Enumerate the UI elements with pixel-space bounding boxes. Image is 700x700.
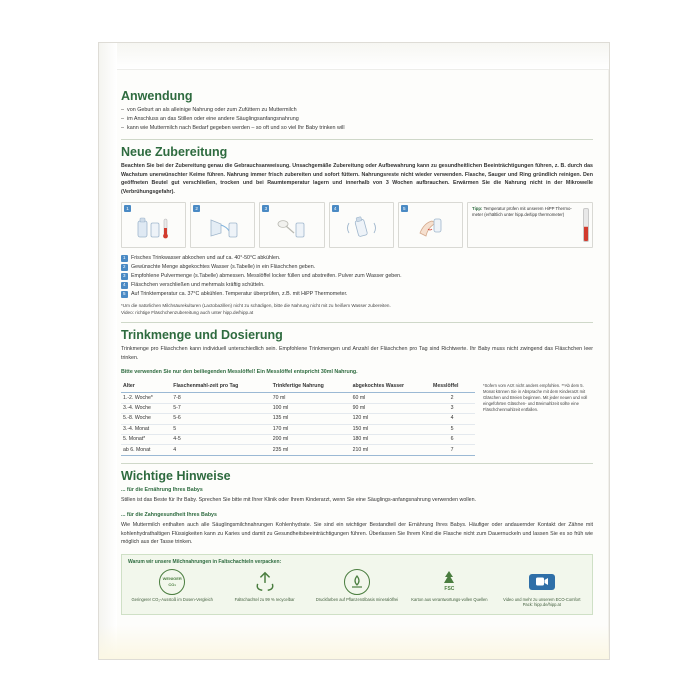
cell-wasser: 90 ml (351, 403, 431, 413)
cell-alter: ab 6. Monat (121, 445, 171, 455)
anwendung-bullets (121, 106, 593, 132)
tip-text: Temperatur prüfen mit unserem HiPP Thermo-meter (erhältlich unter hipp.de/tipp thermometer) (472, 206, 572, 218)
section-title-anwendung: Anwendung (121, 89, 193, 103)
cell-nahrung: 135 ml (271, 414, 351, 424)
instruction-number: 4 (122, 282, 126, 288)
table-row (121, 445, 475, 455)
zubereitung-footnote: *Um die natürlichen Milchsäurekulturen (Lactobazillen) nicht zu schädigen, bitte die Nahrung nicht mit zu heißem Wasser zubereiten. (121, 303, 391, 309)
divider (121, 463, 593, 464)
step-number: 4 (332, 205, 339, 212)
video-chip (529, 574, 555, 590)
eco-panel-title: Warum wir unsere Milchnahrungen in Faltschachteln verpacken: (128, 558, 282, 565)
carton-text-content (121, 89, 593, 649)
dosage-table (121, 381, 475, 456)
step-number: 2 (193, 205, 200, 212)
instruction-number: 2 (122, 264, 126, 270)
cell-mahlzeiten: 4-5 (171, 435, 270, 445)
recycle-icon (220, 569, 308, 595)
table-row (121, 393, 475, 403)
co2-seal-icon (128, 569, 216, 595)
cell-wasser: 120 ml (351, 414, 431, 424)
hipp-carton-back-panel (98, 42, 610, 660)
col-mahlzeiten: Flaschenmahl-zeit pro Tag (171, 381, 270, 393)
col-messloeffel: Messlöffel (431, 381, 475, 393)
cell-alter: 5. Monat* (121, 435, 171, 445)
section-title-dosierung: Trinkmenge und Dosierung (121, 328, 283, 343)
cell-nahrung: 235 ml (271, 445, 351, 455)
carton-side-strip (99, 43, 117, 659)
eco-item-video (498, 569, 586, 608)
table-row (121, 414, 475, 424)
instruction-number: 1 (122, 255, 126, 261)
fsc-icon (405, 569, 493, 595)
mineral-oil-badge (344, 569, 370, 595)
cell-mahlzeiten: 7-8 (171, 393, 270, 403)
step-number: 3 (262, 205, 269, 212)
instruction-text: Frisches Trinkwasser abkochen und auf ca. 40°-50°C abkühlen. (131, 255, 281, 262)
cell-mahlzeiten: 5 (171, 424, 270, 434)
col-nahrung: Trinkfertige Nahrung (271, 381, 351, 393)
cell-wasser: 150 ml (351, 424, 431, 434)
cell-alter: 5.-8. Woche (121, 414, 171, 424)
cell-nahrung: 70 ml (271, 393, 351, 403)
pour-water-icon (191, 213, 254, 243)
co2-badge-label: WENIGER CO₂ (162, 576, 182, 587)
section-title-zubereitung: Neue Zubereitung (121, 145, 228, 160)
step-number: 5 (401, 205, 408, 212)
co2-badge (159, 569, 185, 595)
table-row (121, 424, 475, 434)
cell-mahlzeiten: 5-7 (171, 403, 270, 413)
section-title-hinweise: Wichtige Hinweise (121, 468, 231, 483)
cell-nahrung: 200 ml (271, 435, 351, 445)
cell-nahrung: 100 ml (271, 403, 351, 413)
eco-item-label: Geringerer CO₂-Ausstoß im Dosen-Vergleich (131, 596, 213, 602)
eco-item-fsc (405, 569, 493, 608)
hinweise-sub2-title: ... für die Zahngesundheit Ihres Babys (121, 511, 217, 518)
instruction-item (121, 272, 593, 281)
dosierung-paragraph: Trinkmenge pro Fläschchen kann individuell unterschiedlich sein. Empfohlene Trinkmengen und Anzahl der Fläschchen pro Tag sind Richtwerte. Ihr Baby muss nicht zwingend das Fläschchen leer trinken. (121, 346, 593, 361)
instruction-number: 5 (122, 291, 126, 297)
cell-alter: 1.-2. Woche* (121, 393, 171, 403)
cell-messloeffel: 4 (431, 414, 475, 424)
cell-alter: 3.-4. Woche (121, 403, 171, 413)
cell-messloeffel: 7 (431, 445, 475, 455)
preparation-steps-strip (121, 202, 593, 248)
eco-item-label: Karton aus verantwortungs-vollen Quellen (411, 596, 488, 602)
zubereitung-paragraph: Beachten Sie bei der Zubereitung genau die Gebrauchsanweisung. Unsachgemäße Zubereitung oder Aufbewahrung kann zu gesundheitlichen Beeinträchtigungen führen, z. B. durch das Wachstum unerwünschter Keime führen. Nahrung immer frisch zubereiten und sofort füttern. Nahrungsreste nicht wieder verwenden. Flasche, Sauger und Ring gründlich reinigen. Den geöffneten Beutel gut verschließen, trocken und bei Raumtemperatur lagern und innerhalb von 3 Wochen aufbrauchen. Erwärmen Sie die Nahrung nicht in der Mikrowelle (Verbrühungsgefahr). (121, 163, 593, 195)
step-5 (398, 202, 463, 248)
dosage-sidenote: *Sofern vom Arzt nicht anders empfohlen. **Ab dem 5. Monat können Sie in Absprache mit dem Kinderarzt mit Gläschen und Breien beginnen. Mit jeder neuen und voll eingeführten Gläschen- und Breimahlzeit sollte eine Fläschchenmahlzeit entfallen. (483, 382, 588, 413)
bottle-water-thermometer-icon (122, 213, 185, 243)
eco-item-label: Faltschachtel zu 99 % recycelbar (234, 596, 295, 602)
hinweise-sub1-title: ... für die Ernährung Ihres Babys (121, 486, 203, 493)
thermometer-icon (583, 208, 589, 242)
carton-top-strip (99, 43, 609, 70)
step-1 (121, 202, 186, 248)
eco-item-recycle (220, 569, 308, 608)
tip-box (467, 202, 593, 248)
divider (121, 322, 593, 323)
table-row (121, 435, 475, 445)
eco-item-co2 (128, 569, 216, 608)
instruction-text: Empfohlene Pulvermenge (s.Tabelle) abmessen. Messlöffel locker füllen und abstreifen. Pulver zum Wasser geben. (131, 273, 402, 280)
hinweise-sub2-text: Wie Muttermilch enthalten auch alle Säuglingsmilchnahrungen Kohlenhydrate. Sie sind ein wichtiger Bestandteil der Ernährung Ihres Babys. Häufiger oder andauernder Kontakt der Zähne mit kohlenhydrathaltigen Flüssigkeiten kann zu Karies und damit zu Gesundheitsbeeinträchtigungen führen. Überlassen Sie Ihrem Kind die Flasche nicht zum Dauernuckeln und lassen Sie es so früh wie möglich aus der Tasse trinken. (121, 522, 593, 546)
shake-bottle-icon (330, 213, 393, 243)
measuring-spoon-icon (260, 213, 323, 243)
col-wasser: abgekochtes Wasser (351, 381, 431, 393)
anwendung-bullet: – von Geburt an als alleinige Nahrung oder zum Zufüttern zu Muttermilch (121, 106, 593, 115)
wrist-test-icon (399, 213, 462, 243)
instruction-number: 3 (122, 273, 126, 279)
mineral-oil-icon (313, 569, 401, 595)
anwendung-bullet: – kann wie Muttermilch nach Bedarf gegeben werden – so oft und so viel Ihr Baby trinken will (121, 124, 593, 133)
step-number: 1 (124, 205, 131, 212)
eco-items-row (128, 569, 586, 608)
eco-panel (121, 554, 593, 615)
cell-wasser: 180 ml (351, 435, 431, 445)
cell-nahrung: 170 ml (271, 424, 351, 434)
cell-mahlzeiten: 4 (171, 445, 270, 455)
eco-item-label: Druckfarben auf Pflanzenölbasis mineralölfrei (315, 596, 399, 602)
cell-messloeffel: 6 (431, 435, 475, 445)
cell-wasser: 60 ml (351, 393, 431, 403)
instruction-text: Auf Trinktemperatur ca. 37°C abkühlen. Temperatur überprüfen, z.B. mit HiPP Thermometer. (131, 291, 348, 298)
carton-bottom-fade (99, 625, 609, 659)
instruction-text: Gewünschte Menge abgekochtes Wasser (s.Tabelle) in ein Fläschchen geben. (131, 264, 316, 271)
table-header-row (121, 381, 475, 393)
cell-mahlzeiten: 5-6 (171, 414, 270, 424)
preparation-instructions (121, 254, 593, 299)
col-alter: Alter (121, 381, 171, 393)
eco-item-mineral-oil (313, 569, 401, 608)
instruction-item (121, 281, 593, 290)
eco-item-label: Video und mehr zu unserem ECO-Comfort Pack: hipp.de/hipp.at (503, 596, 581, 608)
cell-messloeffel: 2 (431, 393, 475, 403)
dosage-table-wrapper (121, 381, 593, 456)
step-4 (329, 202, 394, 248)
instruction-text: Fläschchen verschließen und mehrmals kräftig schütteln. (131, 282, 265, 289)
zubereitung-video-note: Video: richtige Fläschchenzubereitung auch unter hipp.de/hipp.at (121, 309, 254, 315)
table-row (121, 403, 475, 413)
cell-alter: 3.-4. Monat (121, 424, 171, 434)
divider (121, 139, 593, 140)
cell-wasser: 210 ml (351, 445, 431, 455)
instruction-item (121, 254, 593, 263)
instruction-item (121, 290, 593, 299)
dosierung-highlight: Bitte verwenden Sie nur den beiliegenden Messlöffel! Ein Messlöffel entspricht 30ml Nahrung. (121, 369, 358, 376)
fsc-badge-label: FSC (444, 586, 455, 593)
instruction-item (121, 263, 593, 272)
cell-messloeffel: 5 (431, 424, 475, 434)
cell-messloeffel: 3 (431, 403, 475, 413)
hinweise-sub1-text: Stillen ist das Beste für Ihr Baby. Sprechen Sie bitte mit Ihrer Klinik oder Ihrem Kinderarzt, wenn Sie eine Säuglings-anfangsnahrung verwenden wollen. (121, 497, 476, 504)
video-icon (498, 569, 586, 595)
tip-label: Tipp: (472, 206, 483, 212)
step-3 (259, 202, 324, 248)
step-2 (190, 202, 255, 248)
anwendung-bullet: – im Anschluss an das Stillen oder eine andere Säuglingsanfangsnahrung (121, 115, 593, 124)
